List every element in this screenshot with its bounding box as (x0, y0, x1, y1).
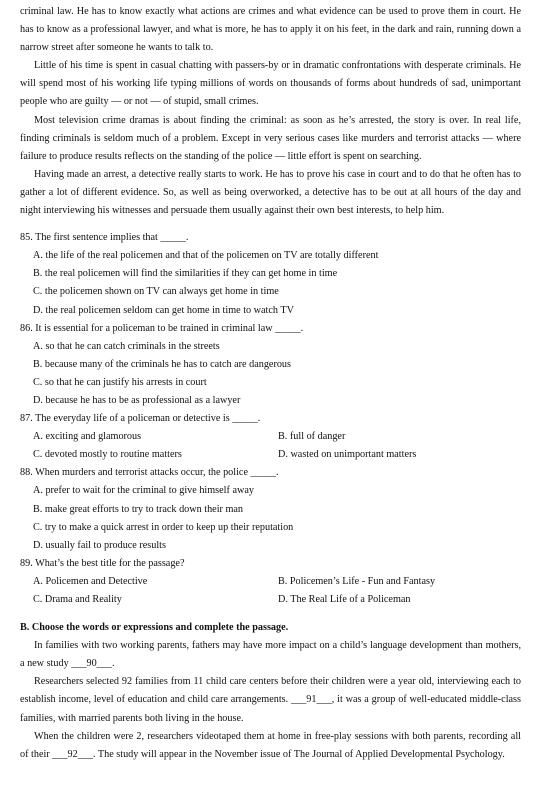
passage-paragraph: Researchers selected 92 families from 11 child care centers before their children were a year old, interviewing each to establish income, level of education and child care arrangements. ___91___, it was a group of well-educated middle-class families, with married parents both living in the house. (20, 676, 521, 724)
option-d: D. usually fail to produce results (33, 539, 166, 551)
option-c: C. so that he can justify his arrests in court (33, 376, 207, 388)
question-88 (20, 464, 521, 554)
question-stem: 86. It is essential for a policeman to be trained in criminal law _____. (20, 322, 304, 334)
option-c: C. the policemen shown on TV can always get home in time (33, 286, 279, 298)
question-stem: 87. The everyday life of a policeman or detective is _____. (20, 413, 261, 425)
option-d: D. the real policemen seldom can get home in time to watch TV (33, 304, 294, 316)
option-a: A. exciting and glamorous (33, 431, 142, 443)
question-stem: 89. What’s the best title for the passage? (20, 557, 185, 569)
option-d: D. wasted on unimportant matters (278, 449, 417, 461)
option-b: B. Policemen’s Life - Fun and Fantasy (278, 575, 436, 587)
option-b: B. full of danger (278, 431, 346, 443)
option-c: C. try to make a quick arrest in order to keep up their reputation (33, 521, 294, 533)
option-row (33, 446, 521, 464)
option-row (33, 573, 521, 591)
question-87 (20, 410, 521, 464)
passage-paragraph: In families with two working parents, fathers may have more impact on a child’s language development than mothers, a new study ___90___. (20, 640, 521, 670)
passage-a (20, 3, 521, 220)
passage-paragraph: Most television crime dramas is about finding the criminal: as soon as he’s arrested, the story is over. In real life, finding criminals is seldom much of a problem. Except in very serious cases like murders and terrorist attacks — where failure to produce results reflects on the standing of the police — little effort is spent on searching. (20, 114, 521, 162)
spacer (20, 220, 521, 229)
option-a: A. the life of the real policemen and that of the policemen on TV are totally different (33, 250, 379, 262)
option-a: A. Policemen and Detective (33, 575, 148, 587)
question-85 (20, 229, 521, 319)
question-89 (20, 555, 521, 609)
option-d: D. because he has to be as professional as a lawyer (33, 394, 241, 406)
question-86 (20, 320, 521, 410)
passage-paragraph: Having made an arrest, a detective really starts to work. He has to prove his case in court and to do that he often has to gather a lot of different evidence. So, as well as being overworked, a detective has to be out at all hours of the day and night interviewing his witnesses and persuade them usually against their own best interests, to help him. (20, 168, 521, 217)
passage-paragraph: criminal law. He has to know exactly what actions are crimes and what evidence can be used to prove them in court. He has to know as a professional lawyer, and what is more, he has to apply it on his feet, in the dark and rain, running down a narrow street after someone he wants to talk to. (20, 6, 521, 54)
section-b (20, 619, 521, 764)
option-b: B. because many of the criminals he has to catch are dangerous (33, 358, 291, 370)
passage-paragraph: Little of his time is spent in casual chatting with passers-by or in dramatic confrontations with desperate criminals. He will spend most of his working life typing millions of words on thousands of forms about hundreds of sad, unimportant people who are guilty — or not — of stupid, small crimes. (20, 60, 521, 108)
questions (20, 229, 521, 609)
option-a: A. prefer to wait for the criminal to give himself away (33, 485, 254, 497)
option-c: C. devoted mostly to routine matters (33, 449, 182, 461)
question-stem: 85. The first sentence implies that _____. (20, 232, 189, 244)
option-row (33, 591, 521, 609)
option-d: D. The Real Life of a Policeman (278, 594, 411, 605)
passage-paragraph: When the children were 2, researchers videotaped them at home in free-play sessions with both parents, recording all of their ___92___. The study will appear in the November issue of The Journal of Applied Developmental Psychology. (20, 730, 521, 760)
option-b: B. the real policemen will find the similarities if they can get home in time (33, 268, 338, 280)
section-heading: B. Choose the words or expressions and complete the passage. (20, 622, 289, 634)
option-c: C. Drama and Reality (33, 594, 122, 605)
question-stem: 88. When murders and terrorist attacks occur, the police _____. (20, 467, 279, 479)
option-row (33, 428, 521, 446)
option-a: A. so that he can catch criminals in the streets (33, 340, 220, 352)
option-b: B. make great efforts to try to track down their man (33, 503, 244, 515)
